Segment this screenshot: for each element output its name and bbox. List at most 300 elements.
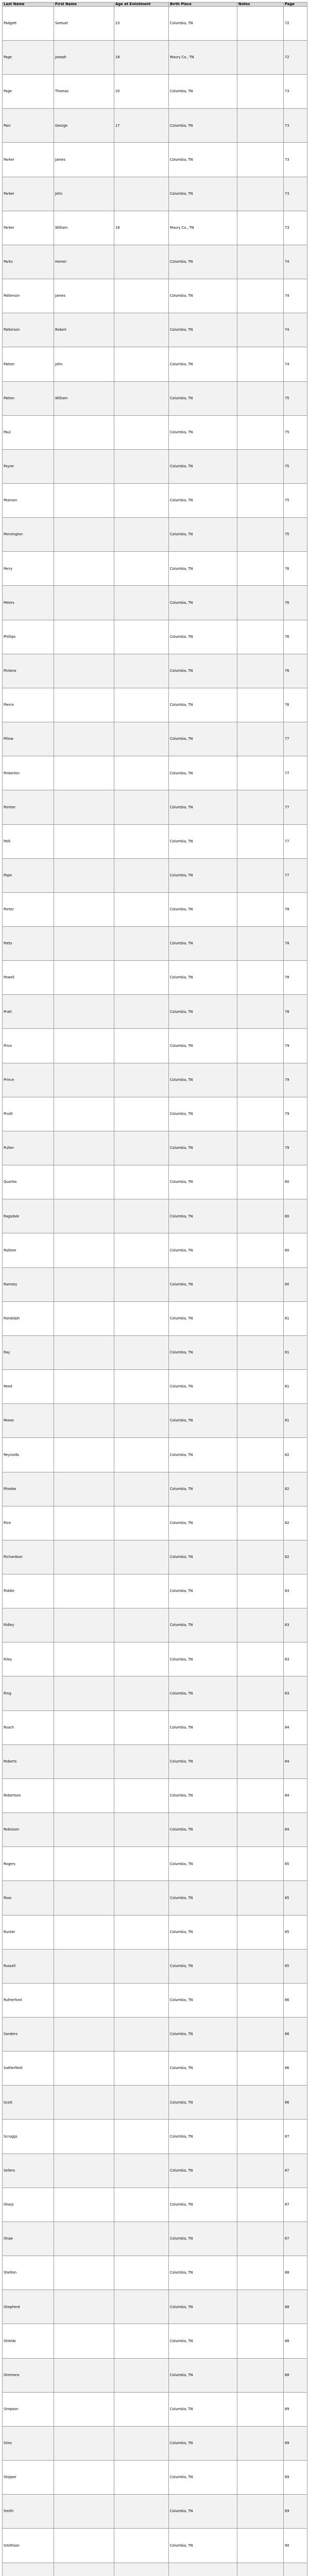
- cell-last-name: Skipper: [3, 2461, 54, 2495]
- cell-notes: [237, 1710, 284, 1744]
- cell-first-name: [54, 790, 114, 824]
- cell-first-name: [54, 2256, 114, 2290]
- cell-last-name: Page: [3, 75, 54, 109]
- cell-birth-place: Columbia, TN: [169, 1063, 237, 1097]
- cell-notes: [237, 995, 284, 1029]
- cell-last-name: Reed: [3, 1370, 54, 1404]
- cell-last-name: Ramsey: [3, 1267, 54, 1301]
- table-row: [3, 1506, 307, 1540]
- table-row: [3, 381, 307, 415]
- table-row: [3, 1574, 307, 1608]
- cell-first-name: [54, 483, 114, 517]
- cell-birth-place: Columbia, TN: [169, 1199, 237, 1233]
- table-row: [3, 1642, 307, 1676]
- cell-page: 72: [284, 40, 307, 74]
- table-row: [3, 2358, 307, 2392]
- cell-birth-place: Columbia, TN: [169, 483, 237, 517]
- table-row: [3, 483, 307, 517]
- table-row: [3, 2563, 307, 2576]
- cell-last-name: Sellers: [3, 2154, 54, 2188]
- table-row: [3, 143, 307, 177]
- cell-last-name: Pruitt: [3, 1097, 54, 1131]
- cell-notes: [237, 927, 284, 961]
- cell-age: [114, 245, 169, 279]
- cell-page: 76: [284, 586, 307, 620]
- cell-first-name: [54, 1710, 114, 1744]
- cell-page: 84: [284, 1813, 307, 1847]
- table-row: [3, 1949, 307, 1983]
- table-row: [3, 1813, 307, 1847]
- cell-notes: [237, 2154, 284, 2188]
- cell-birth-place: Columbia, TN: [169, 381, 237, 415]
- cell-age: [114, 347, 169, 381]
- cell-page: 76: [284, 688, 307, 722]
- cell-age: [114, 756, 169, 790]
- cell-last-name: Shepherd: [3, 2290, 54, 2324]
- cell-age: [114, 2324, 169, 2358]
- cell-page: 74: [284, 347, 307, 381]
- cell-page: 85: [284, 1881, 307, 1915]
- cell-first-name: [54, 1676, 114, 1710]
- cell-notes: [237, 1165, 284, 1199]
- cell-age: [114, 1983, 169, 2017]
- table-row: [3, 790, 307, 824]
- cell-first-name: [54, 2324, 114, 2358]
- cell-last-name: Pillow: [3, 722, 54, 756]
- cell-birth-place: Columbia, TN: [169, 2222, 237, 2256]
- cell-page: 80: [284, 1233, 307, 1267]
- cell-page: 76: [284, 552, 307, 586]
- cell-birth-place: Columbia, TN: [169, 75, 237, 109]
- cell-page: 87: [284, 2120, 307, 2154]
- cell-notes: [237, 1370, 284, 1404]
- cell-notes: [237, 2324, 284, 2358]
- cell-birth-place: Columbia, TN: [169, 1438, 237, 1472]
- table-row: [3, 6, 307, 40]
- cell-last-name: Pullen: [3, 1131, 54, 1165]
- table-row: [3, 2052, 307, 2086]
- cell-page: 73: [284, 211, 307, 245]
- column-header-last-name: Last Name: [3, 3, 54, 7]
- cell-birth-place: Columbia, TN: [169, 2256, 237, 2290]
- cell-notes: [237, 552, 284, 586]
- cell-last-name: Robertson: [3, 1778, 54, 1812]
- cell-notes: [237, 518, 284, 552]
- roster-container: [2, 2, 307, 2576]
- cell-first-name: [54, 1506, 114, 1540]
- cell-last-name: Rutherford: [3, 1983, 54, 2017]
- cell-page: 87: [284, 2188, 307, 2222]
- cell-birth-place: Columbia, TN: [169, 1813, 237, 1847]
- cell-notes: [237, 1540, 284, 1574]
- cell-page: 82: [284, 1438, 307, 1472]
- cell-page: 73: [284, 75, 307, 109]
- cell-page: 87: [284, 2154, 307, 2188]
- table-row: [3, 2290, 307, 2324]
- cell-last-name: Porter: [3, 892, 54, 926]
- cell-last-name: Pain: [3, 109, 54, 143]
- cell-page: 81: [284, 1335, 307, 1369]
- cell-age: [114, 1642, 169, 1676]
- table-row: [3, 1983, 307, 2017]
- table-row: [3, 552, 307, 586]
- cell-birth-place: Columbia, TN: [169, 2018, 237, 2052]
- cell-first-name: [54, 892, 114, 926]
- cell-last-name: Paul: [3, 415, 54, 449]
- cell-last-name: Peters: [3, 586, 54, 620]
- column-header-age: Age at Enlistment: [114, 3, 169, 7]
- cell-age: [114, 2392, 169, 2426]
- cell-last-name: Robinson: [3, 1813, 54, 1847]
- cell-page: 78: [284, 961, 307, 995]
- cell-age: 18: [114, 40, 169, 74]
- cell-first-name: [54, 1540, 114, 1574]
- cell-birth-place: Columbia, TN: [169, 1540, 237, 1574]
- cell-notes: [237, 483, 284, 517]
- cell-first-name: [54, 415, 114, 449]
- cell-page: 73: [284, 177, 307, 211]
- table-row: [3, 75, 307, 109]
- cell-first-name: John: [54, 347, 114, 381]
- cell-last-name: Pointer: [3, 790, 54, 824]
- cell-birth-place: Columbia, TN: [169, 2529, 237, 2563]
- cell-last-name: Riley: [3, 1642, 54, 1676]
- cell-page: 72: [284, 6, 307, 40]
- cell-last-name: Polk: [3, 824, 54, 858]
- cell-page: 86: [284, 1983, 307, 2017]
- cell-last-name: Patton: [3, 347, 54, 381]
- cell-birth-place: Columbia, TN: [169, 756, 237, 790]
- cell-last-name: Parker: [3, 177, 54, 211]
- cell-age: [114, 1131, 169, 1165]
- cell-page: 73: [284, 109, 307, 143]
- cell-birth-place: Columbia, TN: [169, 1983, 237, 2017]
- cell-page: 84: [284, 1778, 307, 1812]
- table-row: [3, 1915, 307, 1949]
- cell-age: [114, 143, 169, 177]
- cell-age: [114, 995, 169, 1029]
- cell-last-name: Parker: [3, 143, 54, 177]
- column-header-page: Page: [284, 3, 307, 7]
- cell-age: [114, 2495, 169, 2529]
- cell-notes: [237, 2052, 284, 2086]
- cell-notes: [237, 245, 284, 279]
- cell-first-name: Robert: [54, 313, 114, 347]
- cell-age: [114, 313, 169, 347]
- cell-page: 90: [284, 2529, 307, 2563]
- cell-birth-place: Columbia, TN: [169, 1404, 237, 1438]
- cell-notes: [237, 688, 284, 722]
- cell-last-name: Pierce: [3, 688, 54, 722]
- cell-first-name: George: [54, 109, 114, 143]
- cell-first-name: [54, 1438, 114, 1472]
- cell-first-name: [54, 1949, 114, 1983]
- cell-age: [114, 2290, 169, 2324]
- table-row: [3, 1233, 307, 1267]
- table-row: [3, 2086, 307, 2120]
- header-row: [3, 3, 307, 7]
- cell-first-name: [54, 1199, 114, 1233]
- cell-first-name: [54, 449, 114, 483]
- cell-age: [114, 1608, 169, 1642]
- table-row: [3, 1404, 307, 1438]
- cell-last-name: Reese: [3, 1404, 54, 1438]
- cell-page: 85: [284, 1915, 307, 1949]
- cell-page: 88: [284, 2358, 307, 2392]
- cell-notes: [237, 2256, 284, 2290]
- cell-first-name: [54, 2222, 114, 2256]
- cell-last-name: Shaw: [3, 2222, 54, 2256]
- cell-first-name: [54, 1404, 114, 1438]
- cell-notes: [237, 449, 284, 483]
- cell-first-name: William: [54, 211, 114, 245]
- cell-page: 78: [284, 892, 307, 926]
- table-row: [3, 756, 307, 790]
- cell-first-name: [54, 1063, 114, 1097]
- cell-first-name: [54, 1778, 114, 1812]
- cell-age: [114, 2358, 169, 2392]
- cell-page: 78: [284, 995, 307, 1029]
- cell-age: [114, 1676, 169, 1710]
- cell-last-name: Pope: [3, 858, 54, 892]
- cell-first-name: [54, 2188, 114, 2222]
- cell-page: 79: [284, 1029, 307, 1063]
- cell-page: 74: [284, 245, 307, 279]
- cell-page: 77: [284, 824, 307, 858]
- cell-page: 75: [284, 415, 307, 449]
- cell-notes: [237, 1847, 284, 1881]
- cell-birth-place: Columbia, TN: [169, 279, 237, 313]
- cell-birth-place: Columbia, TN: [169, 2426, 237, 2460]
- cell-notes: [237, 2188, 284, 2222]
- cell-page: 83: [284, 1608, 307, 1642]
- cell-notes: [237, 347, 284, 381]
- cell-age: [114, 483, 169, 517]
- table-row: [3, 1370, 307, 1404]
- cell-page: 77: [284, 790, 307, 824]
- cell-birth-place: Columbia, TN: [169, 1949, 237, 1983]
- cell-first-name: [54, 2052, 114, 2086]
- cell-last-name: Simmons: [3, 2358, 54, 2392]
- cell-age: [114, 824, 169, 858]
- cell-first-name: [54, 2461, 114, 2495]
- cell-notes: [237, 892, 284, 926]
- cell-age: [114, 1335, 169, 1369]
- cell-first-name: [54, 2495, 114, 2529]
- roster-body: [3, 6, 307, 2576]
- cell-age: 20: [114, 75, 169, 109]
- cell-birth-place: Columbia, TN: [169, 313, 237, 347]
- cell-notes: [237, 2392, 284, 2426]
- cell-birth-place: Columbia, TN: [169, 1676, 237, 1710]
- cell-first-name: [54, 927, 114, 961]
- cell-age: [114, 1915, 169, 1949]
- cell-last-name: Sims: [3, 2426, 54, 2460]
- cell-last-name: [3, 2563, 54, 2576]
- table-row: [3, 1301, 307, 1335]
- cell-first-name: [54, 756, 114, 790]
- cell-notes: [237, 654, 284, 688]
- cell-age: [114, 1301, 169, 1335]
- cell-first-name: Joseph: [54, 40, 114, 74]
- cell-age: [114, 1097, 169, 1131]
- cell-last-name: Russell: [3, 1949, 54, 1983]
- cell-page: 85: [284, 1949, 307, 1983]
- cell-notes: [237, 2495, 284, 2529]
- cell-last-name: Sattlerfield: [3, 2052, 54, 2086]
- table-row: [3, 177, 307, 211]
- cell-first-name: Samuel: [54, 6, 114, 40]
- cell-notes: [237, 2426, 284, 2460]
- cell-first-name: [54, 1472, 114, 1506]
- table-row: [3, 1472, 307, 1506]
- table-row: [3, 518, 307, 552]
- cell-birth-place: Columbia, TN: [169, 2461, 237, 2495]
- cell-last-name: Parks: [3, 245, 54, 279]
- cell-page: 75: [284, 518, 307, 552]
- table-row: [3, 1744, 307, 1778]
- cell-first-name: James: [54, 279, 114, 313]
- cell-notes: [237, 2529, 284, 2563]
- cell-first-name: [54, 1029, 114, 1063]
- cell-page: 80: [284, 1165, 307, 1199]
- cell-age: [114, 2426, 169, 2460]
- cell-birth-place: Columbia, TN: [169, 620, 237, 654]
- cell-age: [114, 1267, 169, 1301]
- cell-notes: [237, 2358, 284, 2392]
- cell-notes: [237, 279, 284, 313]
- cell-first-name: [54, 858, 114, 892]
- cell-age: [114, 2529, 169, 2563]
- cell-first-name: [54, 552, 114, 586]
- cell-first-name: [54, 654, 114, 688]
- cell-age: [114, 2256, 169, 2290]
- table-row: [3, 2120, 307, 2154]
- cell-notes: [237, 1267, 284, 1301]
- cell-birth-place: Columbia, TN: [169, 1233, 237, 1267]
- cell-last-name: Powell: [3, 961, 54, 995]
- cell-notes: [237, 1506, 284, 1540]
- cell-page: 89: [284, 2461, 307, 2495]
- cell-age: [114, 1063, 169, 1097]
- cell-age: [114, 279, 169, 313]
- cell-age: [114, 654, 169, 688]
- cell-age: [114, 790, 169, 824]
- cell-first-name: John: [54, 177, 114, 211]
- cell-age: [114, 1813, 169, 1847]
- cell-birth-place: Columbia, TN: [169, 245, 237, 279]
- cell-notes: [237, 2461, 284, 2495]
- cell-last-name: Payne: [3, 449, 54, 483]
- cell-birth-place: Columbia, TN: [169, 892, 237, 926]
- table-row: [3, 722, 307, 756]
- cell-birth-place: Columbia, TN: [169, 858, 237, 892]
- cell-last-name: Price: [3, 1029, 54, 1063]
- cell-last-name: Perry: [3, 552, 54, 586]
- cell-last-name: Richardson: [3, 1540, 54, 1574]
- cell-first-name: [54, 2086, 114, 2120]
- cell-age: [114, 2188, 169, 2222]
- table-row: [3, 688, 307, 722]
- cell-age: [114, 1710, 169, 1744]
- cell-last-name: Sanders: [3, 2018, 54, 2052]
- cell-last-name: Ross: [3, 1881, 54, 1915]
- cell-age: [114, 518, 169, 552]
- cell-birth-place: Columbia, TN: [169, 654, 237, 688]
- cell-birth-place: Columbia, TN: [169, 415, 237, 449]
- table-row: [3, 1608, 307, 1642]
- cell-age: [114, 858, 169, 892]
- cell-last-name: Smithson: [3, 2529, 54, 2563]
- cell-age: [114, 722, 169, 756]
- cell-age: [114, 449, 169, 483]
- cell-page: 82: [284, 1472, 307, 1506]
- cell-notes: [237, 1335, 284, 1369]
- table-row: [3, 2529, 307, 2563]
- cell-notes: [237, 620, 284, 654]
- cell-birth-place: [169, 2563, 237, 2576]
- cell-page: 76: [284, 654, 307, 688]
- cell-age: [114, 2563, 169, 2576]
- cell-notes: [237, 1029, 284, 1063]
- cell-birth-place: Columbia, TN: [169, 2290, 237, 2324]
- cell-last-name: Pennington: [3, 518, 54, 552]
- cell-last-name: Parker: [3, 211, 54, 245]
- cell-last-name: Patterson: [3, 313, 54, 347]
- cell-first-name: [54, 1983, 114, 2017]
- cell-age: [114, 1233, 169, 1267]
- cell-birth-place: Columbia, TN: [169, 1029, 237, 1063]
- cell-page: 87: [284, 2222, 307, 2256]
- cell-last-name: Reynolds: [3, 1438, 54, 1472]
- cell-last-name: Shelton: [3, 2256, 54, 2290]
- cell-first-name: [54, 2392, 114, 2426]
- column-header-notes: Notes: [237, 3, 284, 7]
- cell-notes: [237, 1676, 284, 1710]
- cell-birth-place: Columbia, TN: [169, 1744, 237, 1778]
- cell-first-name: [54, 2563, 114, 2576]
- cell-age: [114, 1165, 169, 1199]
- cell-first-name: [54, 1574, 114, 1608]
- cell-page: 78: [284, 927, 307, 961]
- cell-age: [114, 2086, 169, 2120]
- cell-age: [114, 1472, 169, 1506]
- cell-first-name: [54, 1813, 114, 1847]
- cell-last-name: Ray: [3, 1335, 54, 1369]
- table-row: [3, 892, 307, 926]
- cell-notes: [237, 1063, 284, 1097]
- table-row: [3, 245, 307, 279]
- table-row: [3, 1199, 307, 1233]
- cell-birth-place: Columbia, TN: [169, 1165, 237, 1199]
- cell-first-name: [54, 1847, 114, 1881]
- cell-notes: [237, 415, 284, 449]
- cell-birth-place: Columbia, TN: [169, 2392, 237, 2426]
- cell-age: [114, 1847, 169, 1881]
- cell-page: 89: [284, 2495, 307, 2529]
- cell-last-name: Rucker: [3, 1915, 54, 1949]
- cell-first-name: [54, 2358, 114, 2392]
- cell-birth-place: Columbia, TN: [169, 109, 237, 143]
- cell-first-name: [54, 1608, 114, 1642]
- cell-last-name: Rice: [3, 1506, 54, 1540]
- cell-notes: [237, 177, 284, 211]
- cell-first-name: [54, 1097, 114, 1131]
- table-row: [3, 1710, 307, 1744]
- cell-age: [114, 1949, 169, 1983]
- cell-birth-place: Columbia, TN: [169, 1847, 237, 1881]
- table-row: [3, 415, 307, 449]
